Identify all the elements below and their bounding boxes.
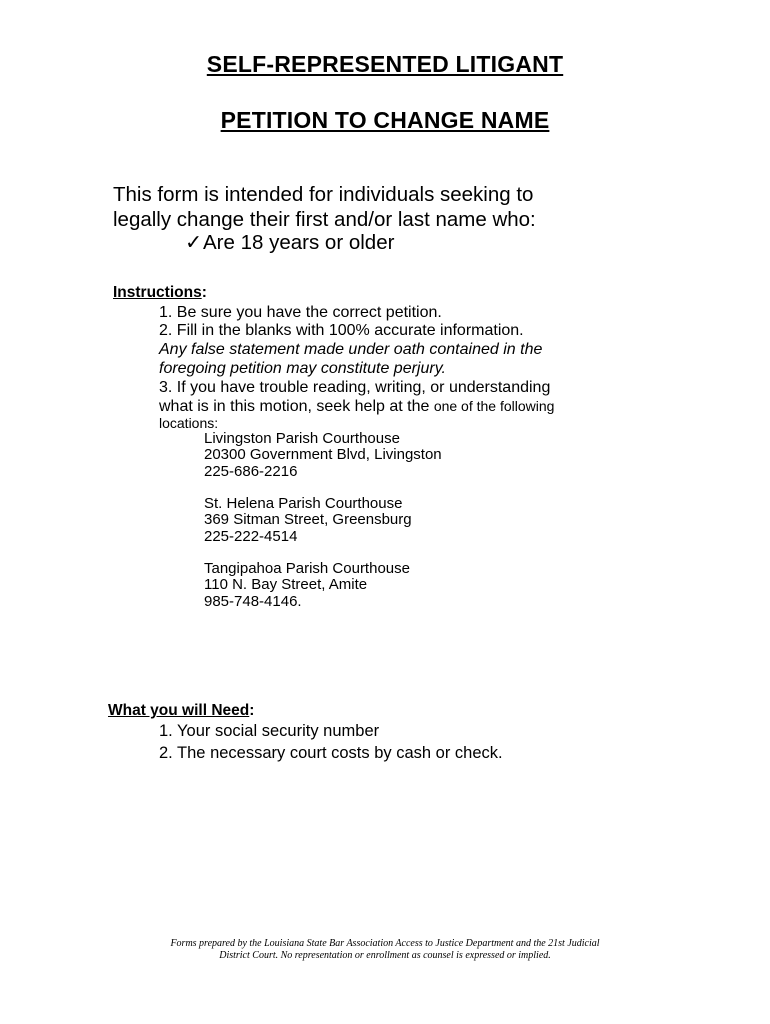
- location-phone: 985-748-4146.: [204, 592, 302, 610]
- location-block: [204, 431, 442, 480]
- footer-line-2: District Court. No representation or enrollment as counsel is expressed or implied.: [219, 950, 551, 961]
- eligibility-criterion: [185, 230, 394, 255]
- location-name: Tangipahoa Parish Courthouse: [204, 560, 410, 577]
- instruction-item-2: 2. Fill in the blanks with 100% accurate information.: [159, 322, 524, 339]
- perjury-warning-line-1: Any false statement made under oath contained in the: [159, 341, 543, 358]
- location-phone: 225-686-2216: [204, 462, 298, 480]
- criterion-text: Are 18 years or older: [203, 231, 395, 254]
- checkmark-icon: ✓: [185, 231, 203, 254]
- location-address: 20300 Government Blvd, Livingston: [204, 446, 442, 464]
- location-phone: 225-222-4514: [204, 527, 298, 545]
- instruction-item-3-line-1: 3. If you have trouble reading, writing, or understanding: [159, 379, 551, 396]
- instruction-item-3-line-2: what is in this motion, seek help at the one of the following: [159, 398, 555, 415]
- intro-line-1: This form is intended for individuals seeking to: [113, 183, 534, 206]
- footer-line-1: Forms prepared by the Louisiana State Bar Association Access to Justice Department and the 21st Judicial: [170, 938, 600, 949]
- instructions-heading: Instructions:: [113, 284, 207, 301]
- instruction-item-3-line-3: locations:: [159, 415, 219, 431]
- location-address: 110 N. Bay Street, Amite: [204, 576, 368, 594]
- location-block: [204, 496, 412, 545]
- instruction-item-1: 1. Be sure you have the correct petition.: [159, 304, 442, 321]
- requirements-heading: What you will Need:: [108, 702, 255, 719]
- requirement-item-1: 1. Your social security number: [159, 722, 380, 740]
- document-subtitle: PETITION TO CHANGE NAME: [220, 107, 550, 133]
- location-block: [204, 561, 410, 610]
- intro-line-2: legally change their first and/or last name who:: [113, 208, 536, 231]
- location-name: St. Helena Parish Courthouse: [204, 495, 403, 512]
- location-address: 369 Sitman Street, Greensburg: [204, 511, 412, 529]
- location-name: Livingston Parish Courthouse: [204, 430, 400, 447]
- perjury-warning-line-2: foregoing petition may constitute perjury.: [159, 360, 446, 377]
- document-title: SELF-REPRESENTED LITIGANT: [206, 51, 564, 77]
- requirement-item-2: 2. The necessary court costs by cash or check.: [159, 744, 503, 762]
